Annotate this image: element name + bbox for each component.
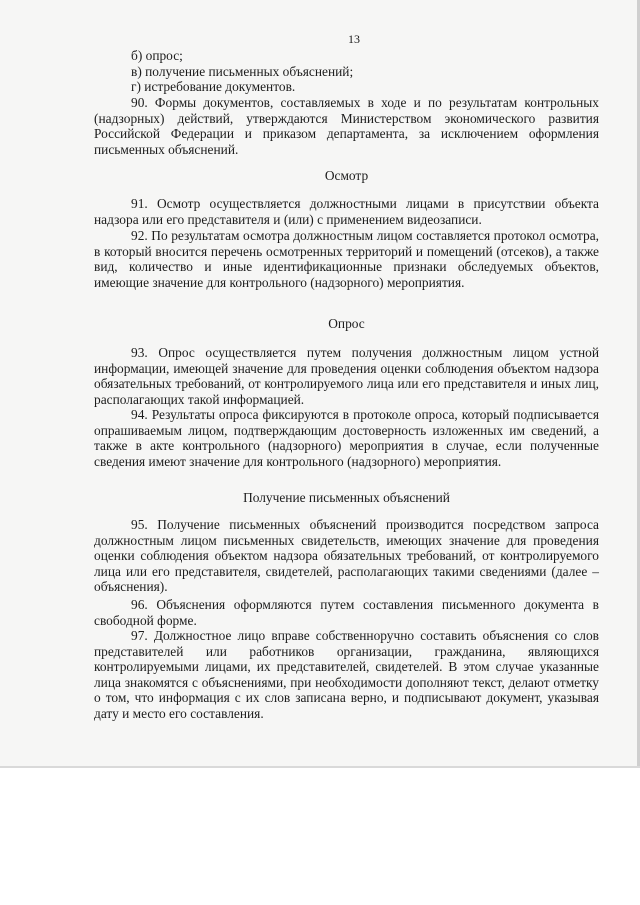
paragraph-text: 97. Должностное лицо вправе собственноручно составить объяснения со слов представителей или работников организации, гражданина, являющихся контролируемыми лицами, их представителей, свидетелей. В этом случае указанные лица знакомятся с объяснениями, при необходимости дополняют текст, делают отметку о том, что информация с их слов записана верно, и подписывают документ, указывая дату и место его составления.: [94, 628, 599, 721]
paragraph-92: [94, 228, 599, 290]
paragraph-text: 90. Формы документов, составляемых в ходе и по результатам контрольных (надзорных) действий, утверждаются Министерством экономического развития Российской Федерации и приказом департамента, за исключением оформления письменных объяснений.: [94, 95, 599, 157]
list-block: [94, 48, 599, 95]
section-heading-opros: Опрос: [328, 316, 365, 331]
section-heading-explanations: Получение письменных объяснений: [243, 490, 450, 505]
page-number: 13: [348, 32, 360, 46]
paragraph-96: [94, 597, 599, 628]
paragraph-94: [94, 407, 599, 469]
paragraph-97: [94, 628, 599, 722]
paragraph-text: 92. По результатам осмотра должностным лицом составляется протокол осмотра, в который вносится перечень осмотренных территорий и помещений (отсеков), а также вид, количество и иные идентификационные признаки обследуемых объектов, имеющие значение для контрольного (надзорного) мероприятия.: [94, 228, 599, 290]
paragraph-93: [94, 345, 599, 407]
paragraph-91: [94, 196, 599, 227]
section-heading-osmotr: Осмотр: [324, 168, 369, 183]
paragraph-95: [94, 517, 599, 595]
list-item: б) опрос;: [131, 48, 183, 63]
paragraph-text: 91. Осмотр осуществляется должностными лицами в присутствии объекта надзора или его представителя и (или) с применением видеозаписи.: [94, 196, 599, 227]
list-item: г) истребование документов.: [131, 79, 296, 95]
list-item: в) получение письменных объяснений;: [131, 63, 354, 79]
paragraph-90: [94, 95, 599, 157]
scan-edge: [0, 766, 640, 768]
paragraph-text: 95. Получение письменных объяснений производится посредством запроса должностным лицом письменных свидетельств, имеющих значение для проведения оценки соблюдения объектом надзора обязательных требований, от контролируемого лица или его представителя, свидетелей, располагающих такими сведениями (далее – объяснения).: [94, 517, 599, 595]
paragraph-text: 96. Объяснения оформляются путем составления письменного документа в свободной форме.: [94, 597, 599, 628]
paragraph-text: 94. Результаты опроса фиксируются в протоколе опроса, который подписывается опрашиваемым лицом, подтверждающим достоверность изложенных им сведений, а также в акте контрольного (надзорного) мероприятия в случае, если полученные сведения имеют значение для контрольного (надзорного) мероприятия.: [94, 407, 599, 469]
paragraph-text: 93. Опрос осуществляется путем получения должностным лицом устной информации, имеющей значение для проведения оценки соблюдения объектом надзора обязательных требований, от контролируемого лица или его представителя и иных лиц, располагающих такой информацией.: [94, 345, 599, 407]
